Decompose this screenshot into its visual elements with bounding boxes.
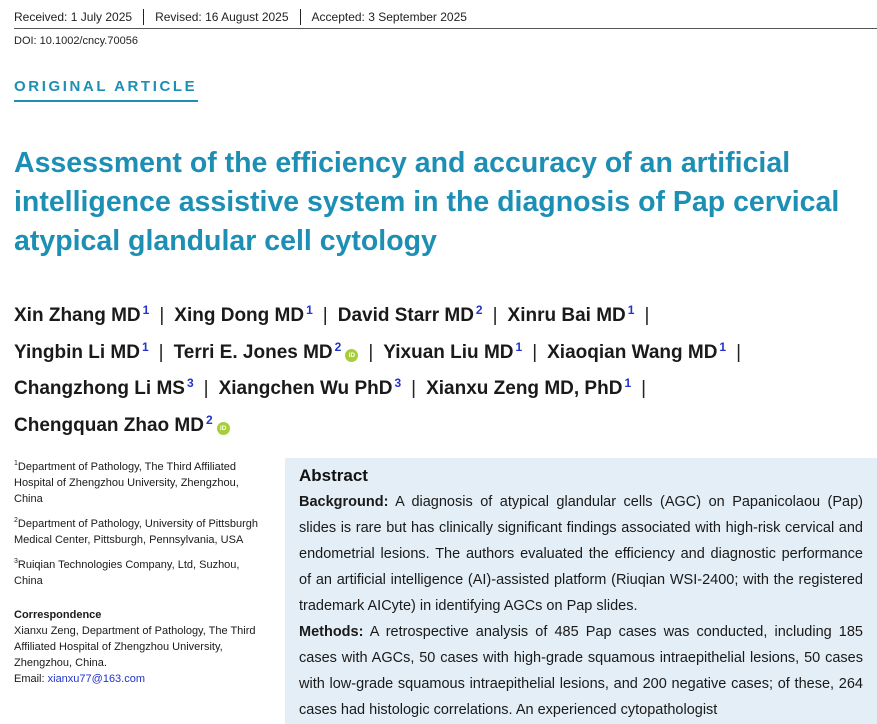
author-name-text: Xiangchen Wu PhD (218, 378, 393, 399)
revised-date: Revised: 16 August 2025 (155, 10, 289, 24)
article-type: ORIGINAL ARTICLE (14, 78, 198, 95)
abstract-heading: Abstract (299, 466, 368, 485)
affiliation-2: $^2$Department of Pathology, University of Pittsburgh Medical Center, Pittsburgh, Pennsylvania, USA (14, 517, 258, 546)
author-list (14, 295, 874, 441)
author-name[interactable] (547, 339, 727, 363)
author-name-text: Changzhong Li MS (14, 378, 185, 399)
affiliation-marker[interactable]: 1 (306, 303, 313, 317)
publication-dates (14, 9, 467, 25)
author-name-text: Xinru Bai MD (507, 305, 626, 326)
author-name[interactable] (426, 378, 631, 399)
affiliation-marker[interactable]: 1 (142, 303, 150, 317)
orcid-icon[interactable]: iD (345, 349, 358, 362)
author-separator: | (322, 305, 328, 326)
affiliation-marker[interactable]: 3 (394, 376, 402, 390)
accepted-date: Accepted: 3 September 2025 (311, 10, 467, 24)
author-name-text: Xin Zhang MD (14, 305, 141, 326)
author-name-text: David Starr MD (337, 305, 474, 326)
author-separator: | (492, 305, 498, 326)
header-rule (14, 28, 877, 29)
author-separator: | (158, 341, 164, 363)
author-name[interactable] (338, 305, 483, 326)
author-name-text: Xiaoqian Wang MD (547, 341, 718, 363)
affiliation-marker[interactable]: 3 (186, 376, 194, 390)
affiliation-marker[interactable]: 1 (141, 339, 149, 354)
author-separator: | (641, 378, 647, 399)
author-name[interactable] (219, 378, 402, 399)
author-separator: | (203, 378, 209, 399)
article-title: Assessment of the efficiency and accuracy of an artificial intelligence assistive system in the diagnosis of Pap cervical atypical glandular cell cytology (14, 147, 840, 257)
doi: DOI: 10.1002/cncy.70056 (14, 35, 138, 47)
divider (143, 9, 144, 25)
author-name-text: Xianxu Zeng MD, PhD (426, 378, 623, 399)
affiliation-marker[interactable]: 2 (334, 339, 342, 354)
author-separator: | (368, 341, 374, 363)
author-separator: | (411, 378, 417, 399)
abstract-methods: Methods: A retrospective analysis of 485 Pap cases was conducted, including 185 cases with AGCs, 50 cases with high-grade squamous intraepithelial lesions, 50 cases with low-grade squamous intraepithelial lesions, and 200 negative cases; of these, 264 cases had histologic correlations. An experienced cytopathologist (299, 624, 863, 718)
author-name[interactable] (173, 339, 359, 363)
author-separator: | (644, 305, 650, 326)
abstract-background: Background: A diagnosis of atypical glandular cells (AGC) on Papanicolaou (Pap) slides is rare but has clinically significant findings associated with high-risk cervical and endometrial lesions. The authors evaluated the efficiency and diagnostic performance of an artificial intelligence (AI)-assisted platform (Riuqian WSI-2400; with the registered trademark AICyte) in identifying AGCs on Pap slides. (299, 494, 864, 614)
correspondence-email: Email: xianxu77@163.com (14, 673, 146, 685)
author-name-text: Yingbin Li MD (14, 341, 140, 363)
affiliation-marker[interactable]: 1 (627, 303, 635, 317)
author-name[interactable] (14, 412, 230, 436)
divider (300, 9, 301, 25)
affiliation-1: $^1$Department of Pathology, The Third Affiliated Hospital of Zhengzhou University, Zhengzhou, China (14, 460, 239, 505)
affiliations-column (14, 456, 266, 687)
author-name-text: Chengquan Zhao MD (14, 414, 204, 436)
author-name[interactable] (14, 378, 194, 399)
received-date: Received: 1 July 2025 (14, 10, 133, 24)
author-separator: | (532, 341, 538, 363)
author-name-text: Yixuan Liu MD (383, 341, 514, 363)
author-name[interactable] (14, 339, 149, 363)
affiliation-marker[interactable]: 2 (475, 303, 483, 317)
affiliation-marker[interactable]: 1 (515, 339, 523, 354)
affiliation-marker[interactable]: 1 (624, 376, 632, 390)
author-name[interactable] (508, 305, 635, 326)
correspondence-heading: Correspondence (14, 609, 102, 621)
author-name[interactable] (174, 305, 313, 326)
email-link[interactable]: xianxu77@163.com (47, 673, 146, 685)
author-name[interactable] (14, 305, 149, 326)
author-name-text: Terri E. Jones MD (173, 341, 333, 363)
affiliation-marker[interactable]: 2 (205, 412, 213, 427)
author-name-text: Xing Dong MD (174, 305, 305, 326)
author-separator: | (736, 341, 742, 363)
affiliation-marker[interactable]: 1 (719, 339, 727, 354)
author-separator: | (159, 305, 165, 326)
orcid-icon[interactable]: iD (217, 422, 230, 435)
abstract-box (285, 458, 877, 724)
correspondence-text: Xianxu Zeng, Department of Pathology, The Third Affiliated Hospital of Zhengzhou University, Zhengzhou, China. (14, 625, 256, 669)
article-type-underline (14, 100, 198, 102)
author-name[interactable] (383, 339, 523, 363)
affiliation-3: $^3$Ruiqian Technologies Company, Ltd, Suzhou, China (14, 558, 240, 587)
